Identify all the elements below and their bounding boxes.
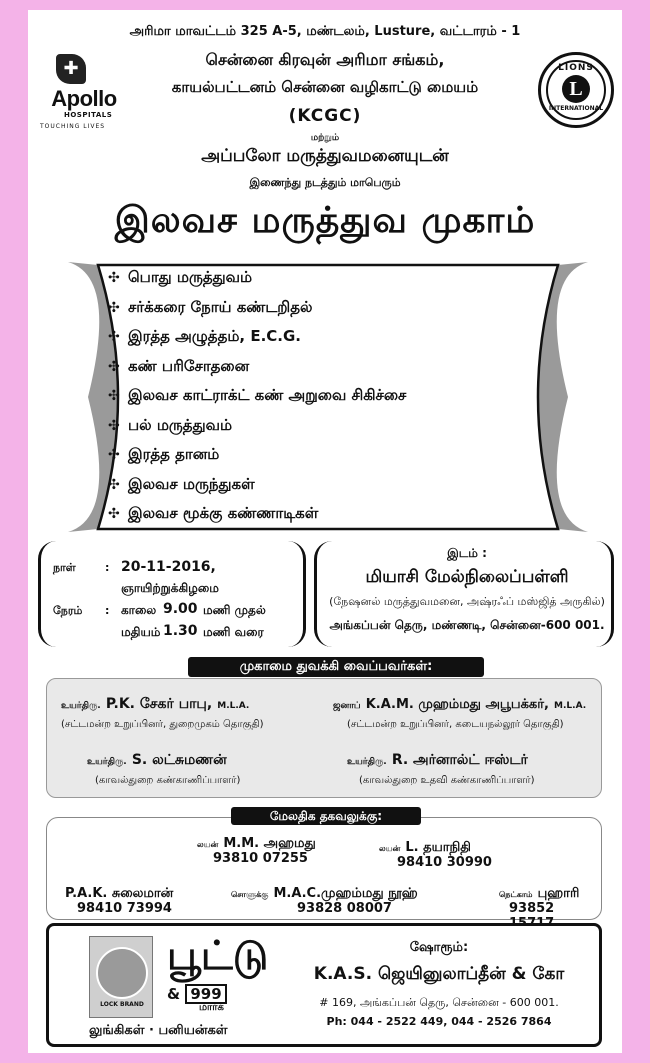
bullet-icon: ✣ xyxy=(108,270,120,286)
contact-2-phone: 98410 30990 xyxy=(397,855,492,870)
guest-4-role: (காவல்துறை உதவி கண்காணிப்பாளர்) xyxy=(359,775,535,786)
from-word: மணி முதல் xyxy=(203,603,266,617)
time-label: நேரம் xyxy=(53,604,83,617)
services-list xyxy=(108,268,578,534)
list-item: ✣ இரத்த அழுத்தம், E.C.G. xyxy=(108,327,301,345)
list-item: ✣ இலவச மருந்துகள் xyxy=(108,474,255,493)
morning-word: காலை xyxy=(121,603,157,617)
contact-3-phone: 98410 73994 xyxy=(77,901,172,916)
shop-phone: Ph: 044 - 2522 449, 044 - 2526 7864 xyxy=(326,1015,552,1028)
ad-brand-sub: மார்க் xyxy=(199,1002,224,1013)
guest-4: உயர்திரு. R. அர்னால்ட் ஈஸ்டர் xyxy=(347,752,528,768)
hospital-line: அப்பலோ மருத்துவமனையுடன் xyxy=(201,146,449,166)
kcgc-label: (KCGC) xyxy=(288,106,362,126)
contact-1: லயன் M.M. அஹமது xyxy=(197,836,316,851)
list-item: ✣ சர்க்கரை நோய் கண்டறிதல் xyxy=(108,297,313,316)
guest-2: ஜனாப் K.A.M. முஹம்மது அபூபக்கர், M.L.A. xyxy=(333,697,587,712)
contact-4: சொளுக்கு M.A.C.முஹம்மது நூஹ் xyxy=(231,886,418,901)
district-line: அரிமா மாவட்டம் 325 A-5, மண்டலம், Lusture, வட்டாரம் - 1 xyxy=(129,24,521,39)
showroom-label: ஷோரூம்: xyxy=(409,940,469,955)
bullet-icon: ✣ xyxy=(108,476,120,493)
camp-title: இலவச மருத்துவ முகாம் xyxy=(114,200,536,241)
and-word: மற்றும் xyxy=(310,133,340,143)
guest-1-role: (சட்டமன்ற உறுப்பினர், துறைமுகம் தொகுதி) xyxy=(61,719,264,730)
contact-1-phone: 93810 07255 xyxy=(213,851,308,866)
product-label: LOCK BRAND xyxy=(100,1001,144,1008)
inaugurators-box xyxy=(46,678,602,798)
date-label: நாள் xyxy=(53,561,76,574)
sponsor-ad xyxy=(46,923,602,1047)
list-item: ✣ இரத்த தானம் xyxy=(108,445,220,463)
apollo-sub: HOSPITALS xyxy=(64,111,113,119)
schedule-box xyxy=(38,541,306,647)
date-colon: : xyxy=(105,561,110,574)
lions-l-icon: L xyxy=(562,75,590,103)
inaugurators-header: முகாமை துவக்கி வைப்பவர்கள்: xyxy=(188,657,484,677)
event-date: 20-11-2016, xyxy=(121,559,216,575)
bullet-icon: ✣ xyxy=(108,447,120,463)
bullet-icon: ✣ xyxy=(108,417,120,434)
list-item: ✣ இலவச மூக்கு கண்ணாடிகள் xyxy=(108,504,319,522)
shop-name: K.A.S. ஜெயினுலாப்தீன் & கோ xyxy=(313,964,565,984)
camp-poster xyxy=(28,10,622,1053)
list-item: ✣ பல் மருத்துவம் xyxy=(108,415,233,434)
ad-999: & 999 xyxy=(167,984,227,1004)
list-item: ✣ கண் பரிசோதனை xyxy=(108,356,250,375)
contacts-box xyxy=(46,817,602,920)
venue-box xyxy=(314,541,614,647)
club-name: சென்னை கிரவுன் அரிமா சங்கம், xyxy=(205,50,445,69)
bullet-icon: ✣ xyxy=(108,506,120,522)
guest-3-role: (காவல்துறை கண்காணிப்பாளர்) xyxy=(95,775,241,786)
venue-landmark: (நேஷனல் மருத்துவமனை, அஷ்ரஃப் மஸ்ஜித் அருகில்) xyxy=(329,595,605,608)
contact-3: P.A.K. சுலைமான் xyxy=(65,886,174,901)
list-item: ✣ இலவச காட்ராக்ட் கண் அறுவை சிகிச்சை xyxy=(108,386,407,404)
joint-line: இணைந்து நடத்தும் மாபெரும் xyxy=(249,176,401,189)
bullet-icon: ✣ xyxy=(108,358,120,375)
afternoon-word: மதியம் xyxy=(121,625,161,639)
venue-name: மியாசி மேல்நிலைப்பள்ளி xyxy=(365,567,569,587)
shop-address: # 169, அங்கப்பன் தெரு, சென்னை - 600 001. xyxy=(319,996,559,1009)
lions-bottom-text: INTERNATIONAL xyxy=(548,105,604,112)
apollo-emblem-icon: ✚ xyxy=(56,54,86,84)
bullet-icon: ✣ xyxy=(108,388,120,404)
bullet-icon: ✣ xyxy=(108,329,120,345)
start-time: 9.00 xyxy=(163,601,198,617)
bullet-icon: ✣ xyxy=(108,299,120,316)
apollo-tagline: TOUCHING LIVES xyxy=(40,123,106,130)
venue-address: அங்கப்பன் தெரு, மண்ணடி, சென்னை-600 001. xyxy=(329,618,605,632)
guest-1: உயர்திரு. P.K. சேகர் பாபு, M.L.A. xyxy=(61,696,250,712)
end-time: 1.30 xyxy=(163,623,198,639)
venue-label: இடம் : xyxy=(447,546,487,560)
ad-products: லுங்கிகள் · பனியன்கள் xyxy=(89,1023,228,1038)
contact-5-phone: 93852 xyxy=(509,901,555,916)
lungi-pack-icon xyxy=(89,936,153,1018)
contact-5: நெட்காம் புஹாரி xyxy=(499,886,580,901)
event-day: ஞாயிற்றுக்கிழமை xyxy=(121,581,219,595)
guest-2-role: (சட்டமன்ற உறுப்பினர், கடையநல்லூர் தொகுதி) xyxy=(347,719,564,730)
time-colon: : xyxy=(105,604,110,617)
list-item: ✣ பொது மருத்துவம் xyxy=(108,268,253,286)
contact-2: லயன் L. தயாநிதி xyxy=(379,840,471,855)
ad-brand: பூட்டு xyxy=(167,933,269,979)
guidance-centre-name: காயல்பட்டனம் சென்னை வழிகாட்டு மையம் xyxy=(171,78,479,96)
apollo-name: Apollo xyxy=(51,86,117,111)
to-word: மணி வரை xyxy=(203,625,264,639)
lions-top-text: LIONS xyxy=(558,63,594,73)
contacts-header: மேலதிக தகவலுக்கு: xyxy=(231,807,421,825)
lions-logo xyxy=(538,52,614,128)
guest-3: உயர்திரு. S. லட்சுமணன் xyxy=(87,752,227,768)
lock-emblem-icon xyxy=(96,947,148,999)
contact-4-phone: 93828 08007 xyxy=(297,901,392,916)
